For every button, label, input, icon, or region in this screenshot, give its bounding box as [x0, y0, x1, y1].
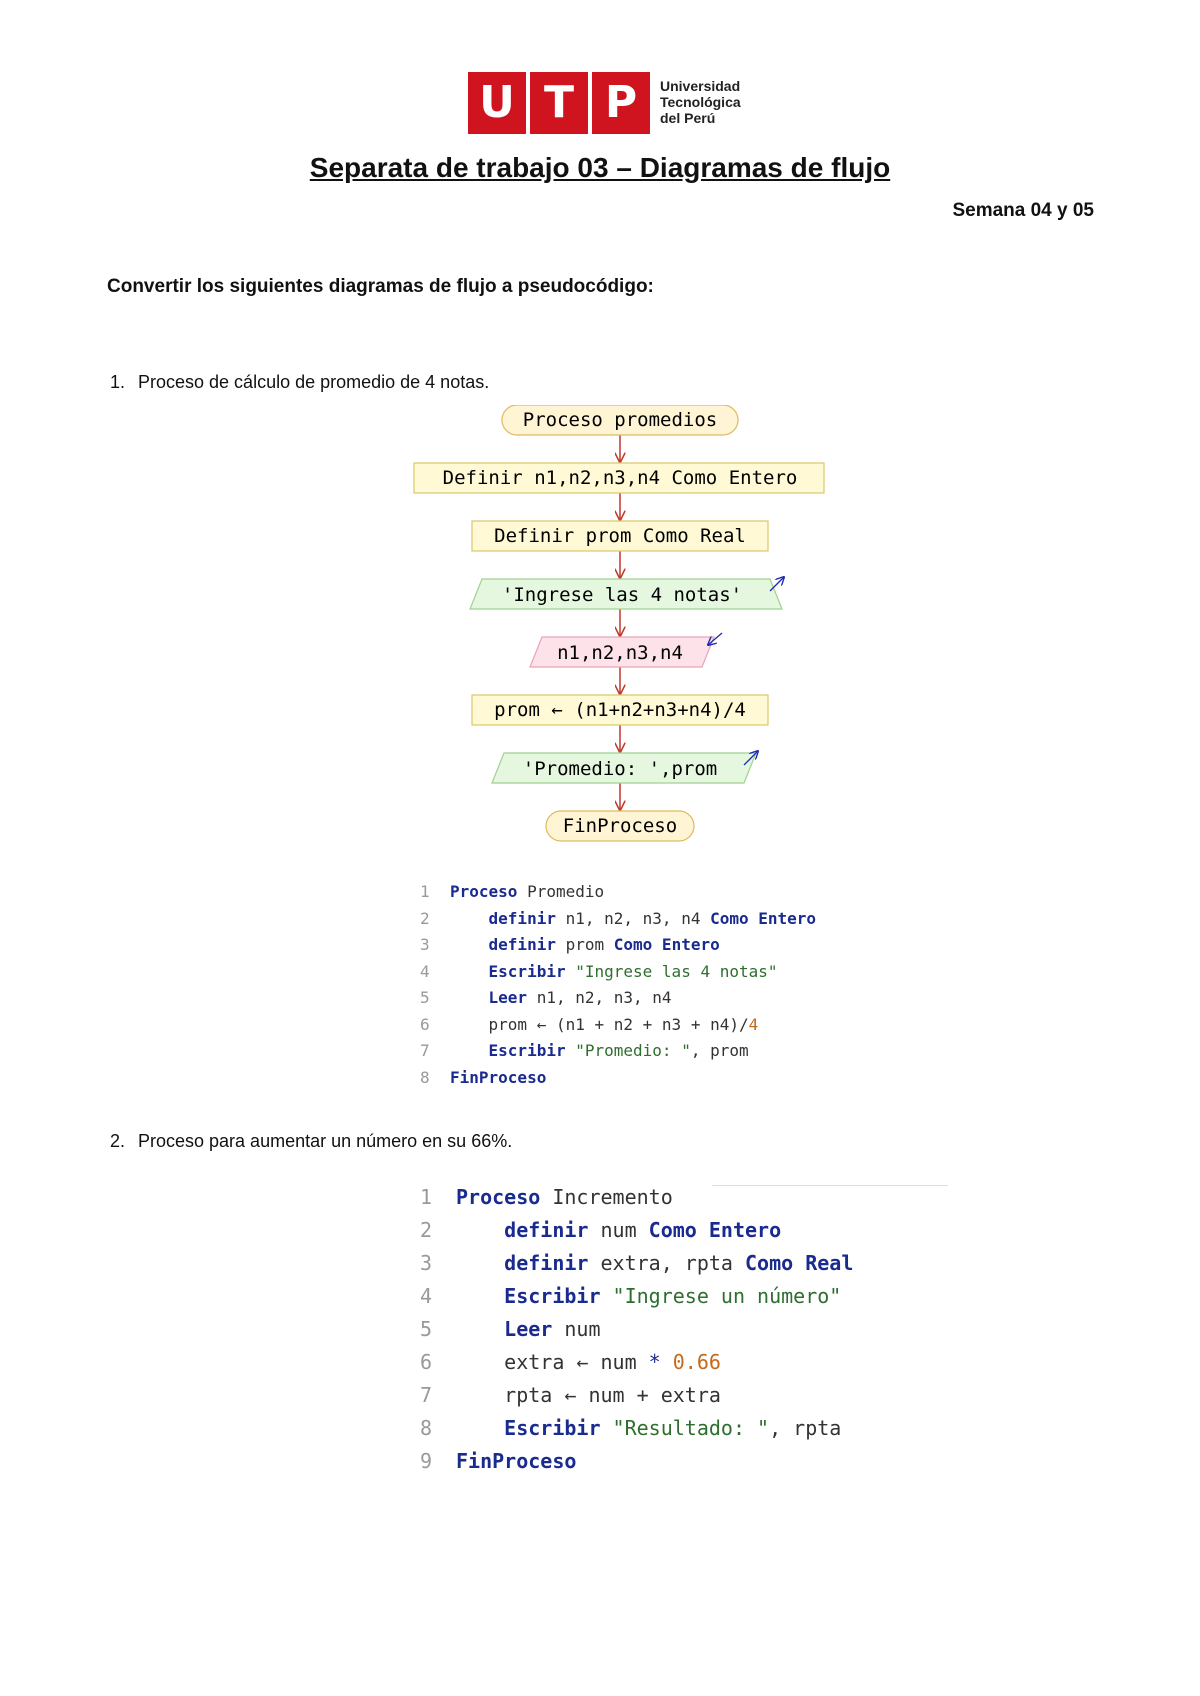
code-line-number: 2: [420, 908, 430, 928]
flow-define-type: Entero: [728, 467, 798, 489]
flow-assign-var: prom: [494, 699, 540, 721]
logo-line: del Perú: [660, 110, 716, 126]
code-line: [456, 1317, 601, 1341]
logo-line: Tecnológica: [660, 94, 741, 110]
code-token: Promedio: [517, 882, 605, 901]
question-number: 2.: [110, 1131, 126, 1151]
code-token: "Promedio: ": [565, 1041, 691, 1060]
week-label: Semana 04 y 05: [952, 200, 1094, 221]
code-token: , rpta: [769, 1416, 842, 1440]
flow-define-2: [472, 521, 768, 551]
code-token: prom ← (n1 + n2 + n3 + n4)/: [450, 1014, 749, 1034]
code-line-number: 1: [420, 882, 430, 901]
svg-text:Definir n1,n2,n3,n4: [443, 467, 798, 489]
flow-define-vars: n1,n2,n3,n4: [534, 467, 661, 489]
flow-assign-arrow: ←: [551, 699, 563, 721]
code-token: Proceso: [456, 1185, 541, 1209]
flow-input: [530, 633, 722, 667]
code-token: definir: [450, 935, 556, 954]
code-token: n1, n2, n3, n4: [527, 988, 672, 1007]
instruction-text: Convertir los siguientes diagramas de flujo a pseudocódigo:: [107, 276, 654, 297]
code-line: [456, 1284, 841, 1308]
question-text: Proceso de cálculo de promedio de 4 notas.: [138, 372, 490, 392]
code-token: 0.66: [672, 1350, 721, 1374]
code-line: [456, 1218, 781, 1242]
utp-logo: [468, 72, 750, 134]
code-line: [456, 1350, 721, 1374]
logo-letter: P: [592, 72, 650, 134]
code-line: [450, 962, 778, 981]
code-line: [456, 1449, 576, 1473]
svg-text:prom ← (n1+n2+n3+n: [494, 699, 746, 721]
code-line: [450, 909, 816, 928]
code-token: Escribir: [456, 1284, 601, 1308]
flow-end: [546, 811, 694, 841]
svg-text:Definir prom Como: [494, 525, 746, 547]
logo-letter: T: [530, 72, 588, 134]
code-token: Escribir: [450, 1041, 566, 1060]
page-title: Separata de trabajo 03 – Diagramas de flujo: [309, 152, 891, 183]
flow-end-label: FinProceso: [562, 815, 678, 837]
code-line: [450, 1068, 546, 1087]
code-line-number: 4: [420, 961, 430, 981]
code-token: FinProceso: [456, 1449, 577, 1473]
code-token: Como Entero: [648, 1218, 782, 1242]
flow-start: [502, 405, 738, 435]
code-line-number: 2: [420, 1218, 433, 1242]
code-token: Leer: [450, 988, 528, 1007]
code-line: [450, 935, 720, 954]
flow-define-kw: Como: [671, 467, 718, 489]
flow-input-label: n1,n2,n3,n4: [557, 642, 683, 664]
code-line-number: 6: [420, 1014, 430, 1034]
flow-output-str: 'Promedio: ': [522, 758, 661, 780]
code-token: prom: [555, 935, 614, 954]
code-token: , prom: [690, 1041, 749, 1060]
code-token: "Resultado: ": [600, 1416, 770, 1440]
code-token: rpta ← num + extra: [456, 1383, 721, 1407]
pseudocode-block-1: [420, 882, 860, 1087]
code-line-number: 9: [420, 1449, 433, 1473]
code-token: Como Entero: [613, 935, 720, 954]
code-line-number: 5: [420, 988, 430, 1007]
code-token: definir: [456, 1251, 589, 1275]
code-line-number: 6: [420, 1350, 433, 1374]
flow-output-1: [470, 577, 784, 609]
logo-line: Universidad: [660, 78, 741, 94]
code-line: [456, 1251, 853, 1275]
question-text: Proceso para aumentar un número en su 66%.: [138, 1131, 513, 1151]
flow-define-kw: Como: [642, 525, 689, 547]
code-token: n1, n2, n3, n4: [555, 908, 711, 928]
code-token: num: [552, 1317, 601, 1341]
code-token: Leer: [456, 1317, 553, 1341]
code-line-number: 5: [420, 1317, 433, 1341]
code-line: [456, 1185, 673, 1209]
code-token: num: [588, 1218, 649, 1242]
flow-define-1: [414, 463, 824, 493]
pseudocode-block-2: [420, 1185, 940, 1485]
code-line-number: 7: [420, 1383, 433, 1407]
flow-output-2: [492, 751, 758, 783]
code-token: 4: [748, 1014, 759, 1034]
code-token: [661, 1350, 673, 1374]
code-line: [450, 1015, 758, 1034]
code-line-number: 3: [420, 1251, 433, 1275]
code-token: Incremento: [540, 1185, 673, 1209]
code-line: [450, 988, 672, 1007]
svg-text:'Promedio: ',prom: [523, 758, 717, 780]
code-token: Proceso: [450, 882, 518, 901]
code-line: [456, 1416, 841, 1440]
flow-assign-expr: (n1+n2+n3+n4)/: [574, 699, 735, 721]
flow-output-label: 'Ingrese las 4 notas': [501, 584, 743, 606]
code-line-number: 1: [420, 1185, 433, 1209]
code-line-number: 7: [420, 1041, 430, 1060]
code-token: FinProceso: [450, 1067, 547, 1087]
flowchart: [400, 405, 840, 865]
flow-define-vars: prom: [585, 525, 632, 547]
code-token: Como Entero: [710, 908, 817, 928]
flow-assign-num: 4: [734, 699, 746, 721]
code-line-number: 8: [420, 1067, 430, 1087]
code-token: Escribir: [456, 1416, 601, 1440]
flow-output-rest: ,prom: [660, 758, 718, 780]
code-line: [450, 1041, 749, 1060]
code-token: definir: [456, 1218, 589, 1242]
logo-wordmark: [660, 78, 741, 126]
code-line-number: 3: [420, 935, 430, 954]
flow-assign: [472, 695, 768, 725]
code-token: *: [648, 1350, 661, 1374]
code-token: "Ingrese un número": [600, 1284, 842, 1308]
code-line-number: 8: [420, 1416, 433, 1440]
code-token: Escribir: [450, 961, 566, 981]
logo-letter: U: [468, 72, 526, 134]
code-token: extra ← num: [456, 1350, 649, 1374]
flow-define-kw: Definir: [494, 525, 575, 547]
flow-start-label: Proceso promedios: [522, 409, 718, 431]
code-token: definir: [450, 908, 556, 928]
flow-define-kw: Definir: [442, 467, 523, 489]
code-token: "Ingrese las 4 notas": [565, 961, 778, 981]
code-line: [456, 1383, 721, 1407]
code-token: extra, rpta: [588, 1251, 745, 1275]
question-number: 1.: [110, 372, 126, 392]
code-line-number: 4: [420, 1284, 433, 1308]
question-2: [110, 1131, 512, 1152]
question-1: [110, 372, 489, 393]
code-token: Como Real: [745, 1251, 854, 1275]
code-line: [450, 882, 604, 901]
flow-define-type: Real: [700, 525, 746, 547]
